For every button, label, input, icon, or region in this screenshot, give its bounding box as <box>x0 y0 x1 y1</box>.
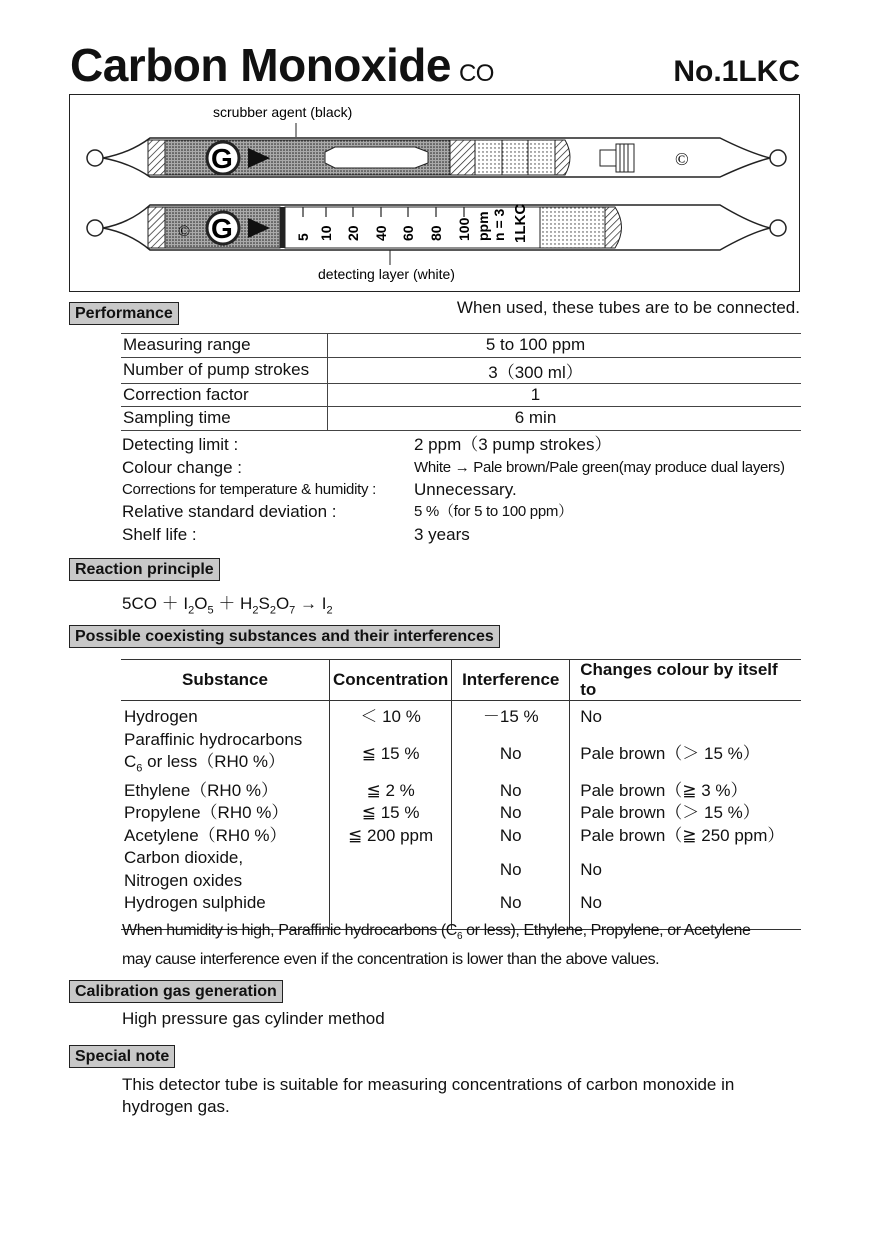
column-header: Changes colour by itself to <box>570 660 801 701</box>
scale-label: 100 <box>456 217 472 241</box>
top-tube <box>87 138 786 177</box>
column-header: Concentration <box>330 660 452 701</box>
interference-cell: No <box>452 847 570 892</box>
detail-value: 2 ppm（3 pump strokes） <box>414 435 612 454</box>
substance-cell: Propylene（RH0 %） <box>121 802 330 825</box>
scale-label: 5 <box>295 233 311 241</box>
scale-label: 40 <box>373 225 389 241</box>
column-header: Substance <box>121 660 330 701</box>
logo-letter-bottom: G <box>211 213 233 244</box>
special-note-text <box>122 1074 734 1118</box>
detail-value: 3 years <box>414 525 470 544</box>
calibration-text: High pressure gas cylinder method <box>122 1009 385 1028</box>
interference-cell: No <box>452 780 570 803</box>
detail-value: Unnecessary. <box>414 480 517 499</box>
substance-cell <box>121 847 330 892</box>
footnote-line2: may cause interference even if the concentration is lower than the above values. <box>122 951 660 969</box>
perf-key: Correction factor <box>121 383 328 407</box>
table-row <box>121 825 801 848</box>
tube-code-label: 1LKC <box>512 203 529 243</box>
table-row <box>121 357 801 383</box>
tube-figure <box>69 94 800 292</box>
table-row <box>121 407 801 431</box>
bottom-tube <box>87 204 786 250</box>
changes-cell: Pale brown（＞ 15 %） <box>580 803 760 823</box>
table-row <box>121 334 801 358</box>
substance-cell: Hydrogen <box>121 701 330 729</box>
page-title <box>70 38 494 92</box>
copyright-mark-2: © <box>178 223 191 240</box>
changes-cell: No <box>580 707 602 726</box>
concentration-cell <box>330 847 452 892</box>
title-text: Carbon Monoxide <box>70 39 451 91</box>
table-row <box>121 383 801 407</box>
tube-diagram <box>70 95 801 293</box>
interference-cell: No <box>452 892 570 930</box>
substance-line1: Carbon dioxide, <box>124 848 244 868</box>
model-number: No.1LKC <box>673 55 800 88</box>
concentration-cell: ≦ 200 ppm <box>330 825 452 848</box>
perf-value: 3（300 ml） <box>328 357 802 383</box>
column-header: Interference <box>452 660 570 701</box>
subscript: 6 <box>456 931 463 943</box>
section-interferences: Possible coexisting substances and their interferences <box>69 625 500 648</box>
perf-key: Sampling time <box>121 407 328 431</box>
scale-label: 10 <box>318 225 334 241</box>
changes-cell: No <box>570 892 801 930</box>
detail-value: 5 %（for 5 to 100 ppm） <box>414 503 573 520</box>
table-row <box>121 780 801 803</box>
perf-value: 5 to 100 ppm <box>328 334 802 358</box>
logo-letter-top: G <box>211 143 233 174</box>
table-row <box>121 701 801 729</box>
table-row <box>121 847 801 892</box>
table-header-row <box>121 660 801 701</box>
scrubber-label: scrubber agent (black) <box>213 104 353 120</box>
changes-cell: Pale brown（≧ 3 %） <box>580 780 748 800</box>
subscript: 6 <box>136 762 143 775</box>
scale-label: 60 <box>400 225 416 241</box>
substance-line2-b: or less（RH0 %） <box>142 752 286 771</box>
perf-value: 1 <box>328 383 802 407</box>
scale-label: 80 <box>428 225 444 241</box>
concentration-cell: ＜ 10 % <box>330 701 452 729</box>
unit-label: ppm <box>475 211 491 241</box>
section-performance: Performance <box>69 302 179 325</box>
substance-cell: Ethylene（RH0 %） <box>121 780 330 803</box>
interference-cell: No <box>452 825 570 848</box>
interference-cell: No <box>452 729 570 780</box>
footnote-part: When humidity is high, Paraffinic hydrocarbons (C <box>122 922 457 939</box>
detecting-layer-label: detecting layer (white) <box>318 266 455 282</box>
detail-key: Detecting limit : <box>122 435 239 454</box>
perf-key: Number of pump strokes <box>121 357 328 383</box>
detail-value: White → Pale brown/Pale green(may produce dual layers) <box>414 459 785 476</box>
concentration-cell: ≦ 2 % <box>330 780 452 803</box>
humidity-footnote <box>122 919 812 971</box>
detail-key: Colour change : <box>122 458 243 477</box>
changes-cell: No <box>580 859 602 879</box>
table-row <box>121 802 801 825</box>
footnote-part: or less), Ethylene, Propylene, or Acetylene <box>462 922 751 939</box>
reaction-equation: $5CO + I_2O_5 + H_2S_2O_7 \to I_2$ <box>122 594 333 617</box>
substance-line2: Nitrogen oxides <box>124 870 243 890</box>
scale-label: 20 <box>345 225 361 241</box>
interference-cell: No <box>452 802 570 825</box>
substance-cell <box>121 729 330 780</box>
detail-key: Relative standard deviation : <box>122 502 337 521</box>
section-calibration: Calibration gas generation <box>69 980 283 1003</box>
copyright-mark: © <box>675 149 689 169</box>
substance-cell: Hydrogen sulphide <box>121 892 330 930</box>
substance-cell: Acetylene（RH0 %） <box>121 825 330 848</box>
chemical-formula: CO <box>458 60 494 87</box>
changes-cell: Pale brown（＞ 15 %） <box>580 743 760 763</box>
section-special-note: Special note <box>69 1045 175 1068</box>
detail-key: Shelf life : <box>122 525 197 544</box>
table-row <box>121 729 801 780</box>
performance-table <box>121 333 801 431</box>
perf-key: Measuring range <box>121 334 328 358</box>
concentration-cell: ≦ 15 % <box>330 729 452 780</box>
substance-line1: Paraffinic hydrocarbons <box>124 729 303 749</box>
section-reaction: Reaction principle <box>69 558 220 581</box>
special-line2: hydrogen gas. <box>122 1097 230 1116</box>
interference-cell: －15 % <box>452 701 570 729</box>
concentration-cell: ≦ 15 % <box>330 802 452 825</box>
detail-key: Corrections for temperature & humidity : <box>122 481 376 498</box>
connection-note: When used, these tubes are to be connected. <box>456 298 800 317</box>
special-line1: This detector tube is suitable for measuring concentrations of carbon monoxide in <box>122 1075 735 1094</box>
changes-cell: Pale brown（≧ 250 ppm） <box>580 825 785 845</box>
strokes-label: n = 3 <box>491 208 507 241</box>
perf-value: 6 min <box>328 407 802 431</box>
substance-line2-a: C <box>124 752 137 771</box>
interference-table <box>121 659 801 930</box>
